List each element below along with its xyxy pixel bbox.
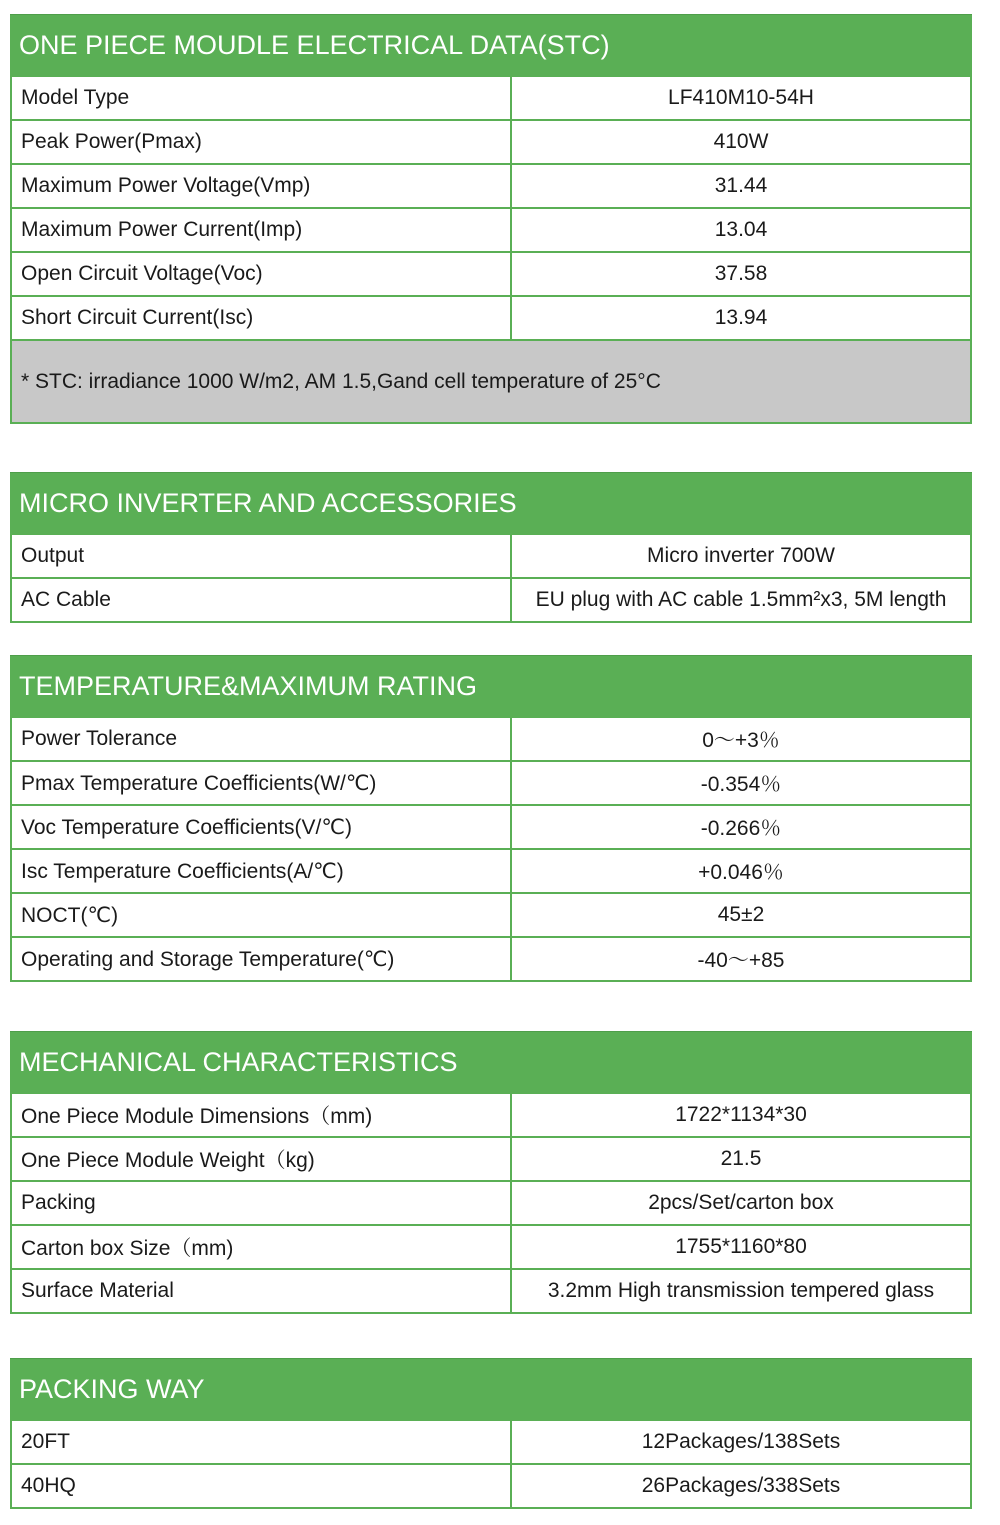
row-value: 2pcs/Set/carton box bbox=[511, 1181, 971, 1225]
section-title: MECHANICAL CHARACTERISTICS bbox=[10, 1031, 972, 1092]
micro-inverter-section bbox=[10, 472, 972, 623]
section-title: TEMPERATURE&MAXIMUM RATING bbox=[10, 655, 972, 716]
table-row bbox=[11, 1137, 971, 1181]
row-label: Power Tolerance bbox=[11, 717, 511, 761]
table-row bbox=[11, 1420, 971, 1464]
electrical-data-table bbox=[10, 75, 972, 424]
table-row bbox=[11, 120, 971, 164]
row-label: Maximum Power Voltage(Vmp) bbox=[11, 164, 511, 208]
row-value: 31.44 bbox=[511, 164, 971, 208]
row-value: 45±2 bbox=[511, 893, 971, 937]
table-row bbox=[11, 937, 971, 981]
row-label: Voc Temperature Coefficients(V/℃) bbox=[11, 805, 511, 849]
table-row bbox=[11, 1093, 971, 1137]
row-label: AC Cable bbox=[11, 578, 511, 622]
table-row bbox=[11, 534, 971, 578]
row-label: Surface Material bbox=[11, 1269, 511, 1313]
row-label: One Piece Module Dimensions（mm) bbox=[11, 1093, 511, 1137]
row-label: Open Circuit Voltage(Voc) bbox=[11, 252, 511, 296]
section-title: PACKING WAY bbox=[10, 1358, 972, 1419]
row-value: -0.354％ bbox=[511, 761, 971, 805]
packing-way-section bbox=[10, 1358, 972, 1509]
table-row bbox=[11, 578, 971, 622]
row-value: 21.5 bbox=[511, 1137, 971, 1181]
row-value: 0～+3％ bbox=[511, 717, 971, 761]
table-row bbox=[11, 164, 971, 208]
row-value: 410W bbox=[511, 120, 971, 164]
note-row bbox=[11, 340, 971, 423]
row-value: -0.266％ bbox=[511, 805, 971, 849]
table-row bbox=[11, 717, 971, 761]
row-label: One Piece Module Weight（kg) bbox=[11, 1137, 511, 1181]
row-label: NOCT(℃) bbox=[11, 893, 511, 937]
table-row bbox=[11, 208, 971, 252]
row-label: Carton box Size（mm) bbox=[11, 1225, 511, 1269]
mechanical-section bbox=[10, 1031, 972, 1314]
table-row bbox=[11, 1269, 971, 1313]
row-value: 1722*1134*30 bbox=[511, 1093, 971, 1137]
row-value: 12Packages/138Sets bbox=[511, 1420, 971, 1464]
table-row bbox=[11, 252, 971, 296]
row-label: Operating and Storage Temperature(℃) bbox=[11, 937, 511, 981]
table-row bbox=[11, 1225, 971, 1269]
row-value: Micro inverter 700W bbox=[511, 534, 971, 578]
section-title: MICRO INVERTER AND ACCESSORIES bbox=[10, 472, 972, 533]
packing-way-table bbox=[10, 1419, 972, 1509]
row-value: +0.046％ bbox=[511, 849, 971, 893]
table-row bbox=[11, 1181, 971, 1225]
row-label: Peak Power(Pmax) bbox=[11, 120, 511, 164]
table-row bbox=[11, 849, 971, 893]
micro-inverter-table bbox=[10, 533, 972, 623]
row-value: -40～+85 bbox=[511, 937, 971, 981]
row-value: 3.2mm High transmission tempered glass bbox=[511, 1269, 971, 1313]
temperature-rating-section bbox=[10, 655, 972, 982]
row-value: 37.58 bbox=[511, 252, 971, 296]
row-value: 26Packages/338Sets bbox=[511, 1464, 971, 1508]
row-value: EU plug with AC cable 1.5mm²x3, 5M length bbox=[511, 578, 971, 622]
table-row bbox=[11, 1464, 971, 1508]
table-row bbox=[11, 805, 971, 849]
electrical-data-section bbox=[10, 14, 972, 424]
temperature-rating-table bbox=[10, 716, 972, 982]
row-value: 13.04 bbox=[511, 208, 971, 252]
section-title: ONE PIECE MOUDLE ELECTRICAL DATA(STC) bbox=[10, 14, 972, 75]
row-label: 20FT bbox=[11, 1420, 511, 1464]
row-value: 13.94 bbox=[511, 296, 971, 340]
table-row bbox=[11, 76, 971, 120]
table-row bbox=[11, 296, 971, 340]
row-label: Model Type bbox=[11, 76, 511, 120]
row-value: 1755*1160*80 bbox=[511, 1225, 971, 1269]
row-label: 40HQ bbox=[11, 1464, 511, 1508]
stc-note: * STC: irradiance 1000 W/m2, AM 1.5,Gand cell temperature of 25°C bbox=[11, 340, 971, 423]
row-label: Short Circuit Current(Isc) bbox=[11, 296, 511, 340]
row-label: Output bbox=[11, 534, 511, 578]
row-label: Maximum Power Current(Imp) bbox=[11, 208, 511, 252]
row-label: Isc Temperature Coefficients(A/℃) bbox=[11, 849, 511, 893]
row-label: Packing bbox=[11, 1181, 511, 1225]
table-row bbox=[11, 761, 971, 805]
table-row bbox=[11, 893, 971, 937]
row-value: LF410M10-54H bbox=[511, 76, 971, 120]
mechanical-table bbox=[10, 1092, 972, 1314]
row-label: Pmax Temperature Coefficients(W/℃) bbox=[11, 761, 511, 805]
